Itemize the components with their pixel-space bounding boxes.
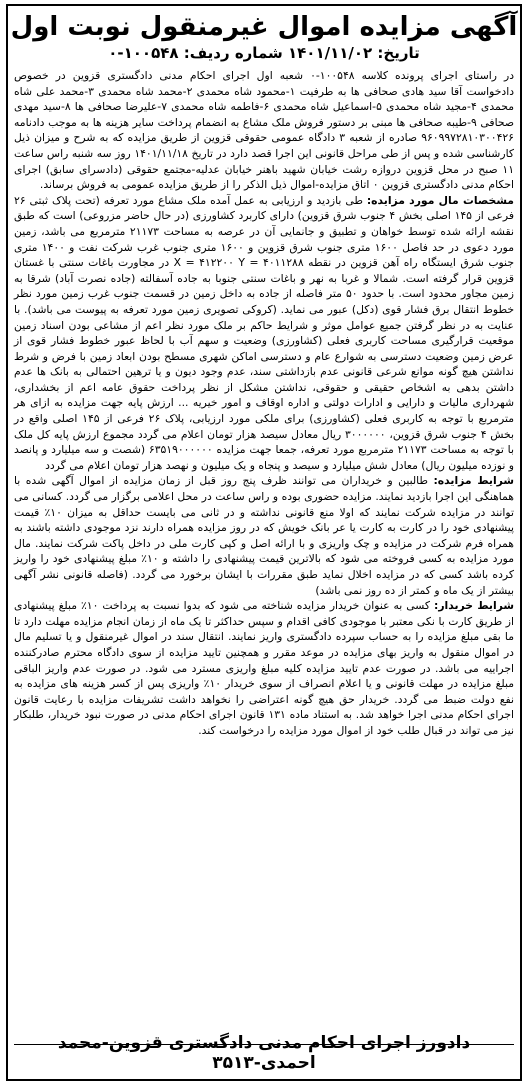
notice-title: آگهی مزایده اموال غیرمنقول نوبت اول — [10, 12, 518, 42]
notice-body — [8, 68, 520, 739]
intro-paragraph — [14, 68, 514, 193]
auction-notice — [6, 4, 522, 1081]
buyer-terms-heading: شرایط خریدار: — [434, 599, 514, 613]
buyer-terms-paragraph — [14, 598, 514, 738]
auction-terms-paragraph — [14, 473, 514, 598]
notice-signature: دادورز اجرای احکام مدنی دادگستری قزوین-محمد احمدی-۳۵۱۳ — [57, 1033, 471, 1073]
intro-text: در راستای اجرای پرونده کلاسه ۱۰۰۵۴۸-۰ شعبه اول اجرای احکام مدنی دادگستری قزوین در خصوص دادخواست آقا سید هادی صحافی ها به طرفیت ۱-محمود شاه محمدی ۲-محمد شاه محمدی ۳-محمد علی شاه محمدی ۴-مجید شاه محمدی ۵-اسماعیل شاه محمدی ۶-فاطمه شاه محمدی ۷-علیرضا صحافی ها ۸-سید مهدی صحافی ۹-طیبه صحافی ها مبنی بر دستور فروش ملک مشاع به انضمام پرداخت سایر هزینه ها به موجب دادنامه ۹۶۰۹۹۷۲۸۱۰۳۰۰۴۲۶ صادره از شعبه ۳ دادگاه عمومی حقوقی قزوین از طریق مزایده که به شرح و میزان ذیل کارشناسی شده و پس از طی مراحل قانونی این اجرا قصد دارد در تاریخ ۱۴۰۱/۱۱/۱۸ روز سه شنبه راس ساعت ۱۱ صبح در محل قزوین دروازه رشت خیابان شهید باهنر خیابان عدلیه-مجتمع حقوقی (دادسرای سابق) اجرای احکام مدنی دادگستری قزوین ۰ اتاق مزایده-اموال ذیل الذکر را از طریق مزایده عمومی به فروش برساند. — [14, 69, 515, 192]
auction-terms-text: طالبین و خریداران می توانند ظرف پنج روز قبل از زمان مزایده از اموال آگهی شده با هماهنگی این اجرا بازدید نمایند. مزایده حضوری بوده و راس ساعت در محل اعلامی برگزار می گردد. کسانی می توانند در مزایده شرکت نمایند که اولا منع قانونی نداشته و در ثانی می بایست حداقل به میزان ۱۰٪ قیمت پیشنهادی خود را در کارت به کارت یا عر بانک خویش که در روز مزایده همراه دارند نزد موجودی داشته باشند به همراه فرم شرکت در مزایده و چک واریزی و با ارائه اصل و کپی کارت ملی در داخل پاکت شرکت نمایند. مال مورد مزایده به کسی فروخته می شود که بالاترین قیمت پیشنهادی را داشته و ۱۰٪ مبلغ پیشنهادی خود را واریز کرده باشد کسی که در مزایده اخلال نماید طبق مقررات با ایشان برخورد می گردد. (فاصله قانونی نشر آگهی بیشتر از یک ماه و کمتر از ده روز نمی باشد) — [14, 474, 514, 597]
property-specs-text: طی بازدید و ارزیابی به عمل آمده ملک مشاع مورد تعرفه (تحت پلاک ثبتی ۲۶ فرعی از ۱۴۵ اصلی بخش ۴ جنوب شرق قزوین) دارای کاربرد کشاورزی (در حال حاضر مزروعی) است که طبق نقشه ارائه شده توسط خواهان و تطبیق و جانمایی آن در عرصه به مساحت ۲۱۱۷۳ مترمربع می باشد، زمین مورد دعوی در حد فاصل ۱۶۰۰ متری جنوب شرق قزوین و ۱۶۰۰ متری جنوب غرب شرکت نفت و ۱۴۰۰ متری جنوب شرق ایستگاه راه آهن قزوین در نقطه X = ۴۱۲۲۰۰ Y = ۴۰۱۱۲۸۸ در مجاورت باغات سنتی با غستان قزوین قرار گرفته است. شمالا و غربا به نهر و باغات سنتی جنوبا به جاده آسفالته (جاده نصرت آباد) شرقا به زمین مجاور محدود است. با حدود ۵۰ متر فاصله از جاده به داخل زمین در قسمت جنوب غرب زمین مورد نظر خطوط انتقال برق فشار قوی (دکل) عبور می نماید. (کروکی تصویری زمین مورد تعرفه به پیوست می باشد). با عنایت به در نظر گرفتن جمیع عوامل موثر و شرایط حاکم بر ملک مورد نظر اعم از مشاعی بودن اسناد زمین موقعیت قرارگیری مساحت کاربری فعلی (کشاورزی) وضعیت و سهم آب با لحاظ عبور خطوط فشار قوی از عرض زمین وضعیت دسترسی به شوارع عام و دسترسی اماکن شهری مسطح بودن ابعاد زمین با فرض و شرط نداشتن هیچ گونه موانع شرعی قانونی عدم بازداشتی سند، عدم وجود دیون و یا ترهین احتمالی به بانک ها عدم داشتن بدهی به اشخاص حقیقی و حقوقی، نداشتن مشکل از نظر پرداخت حقوق عامه اعم از بخشداری، شهرداری مالیات و دارایی و ادارات دولتی و اداره اوقاف و امور خیریه ... ارزش پایه جهت مزایده به ازای هر مترمربع با توجه به کاربری فعلی (کشاورزی) برای ملکی مورد ارزیابی، پلاک ۲۶ فرعی از ۱۴۵ اصلی واقع در بخش ۴ جنوب شرق قزوین، ۳۰۰۰۰۰۰ ریال معادل سیصد هزار تومان اعلام می گردد مجموع ارزش پایه کل ملک با توجه به مساحت ۲۱۱۷۳ مترمربع مورد تعرفه، جمعا جهت مزایده ۶۳۵۱۹۰۰۰۰۰۰ (شصت و سه میلیارد و پانصد و نوزده میلیون ریال) معادل شش میلیارد و سیصد و پنجاه و یک میلیون و نهصد هزار تومان اعلام می گردد — [14, 193, 515, 472]
notice-date-and-row: تاریخ: ۱۴۰۱/۱۱/۰۲ شماره ردیف: ۱۰۰۵۴۸-۰ — [108, 44, 420, 62]
buyer-terms-text: کسی به عنوان خریدار مزایده شناخته می شود که بدوا نسبت به پرداخت ۱۰٪ مبلغ پیشنهادی از طریق کارت با نکی معتبر با موجودی کافی اقدام و سپس حداکثر تا یک ماه از زمان انجام مزایده مهلت دارد تا ما بقی مبلغ مزایده را به حساب سپرده دادگستری واریز نمایند. انتقال سند در اموال غیرمنقول و یا تسلیم مال در اموال منقول به واریز بهای مزایده در موعد مقرر و همچنین تایید مزایده از سوی دادگاه محترم صادرکننده اجراییه می باشد. در صورت عدم تایید مزایده کلیه مبلغ واریزی مسترد می شود. در صورت عدم واریز الباقی مبلغ مزایده در مهلت قانونی و یا اعلام انصراف از سوی خریدار ۱۰٪ واریزی پس از کسر هزینه های مزایده به نفع دولت ضبط می گردد. خریدار حق هیچ گونه اعتراضی را نخواهد داشت تشریفات مزایده با رعایت قانون اجرای احکام مدنی اجرا خواهد شد. به استناد ماده ۱۳۱ قانون اجرای احکام مدنی در صورت نبود خریدار، طلبکار نیز می تواند در قبال طلب خود از اموال مورد مزایده را درخواست کند. — [14, 599, 515, 737]
property-specs-paragraph — [14, 193, 514, 474]
property-specs-heading: مشخصات مال مورد مزایده: — [366, 193, 514, 207]
auction-terms-heading: شرایط مزایده: — [433, 474, 514, 488]
